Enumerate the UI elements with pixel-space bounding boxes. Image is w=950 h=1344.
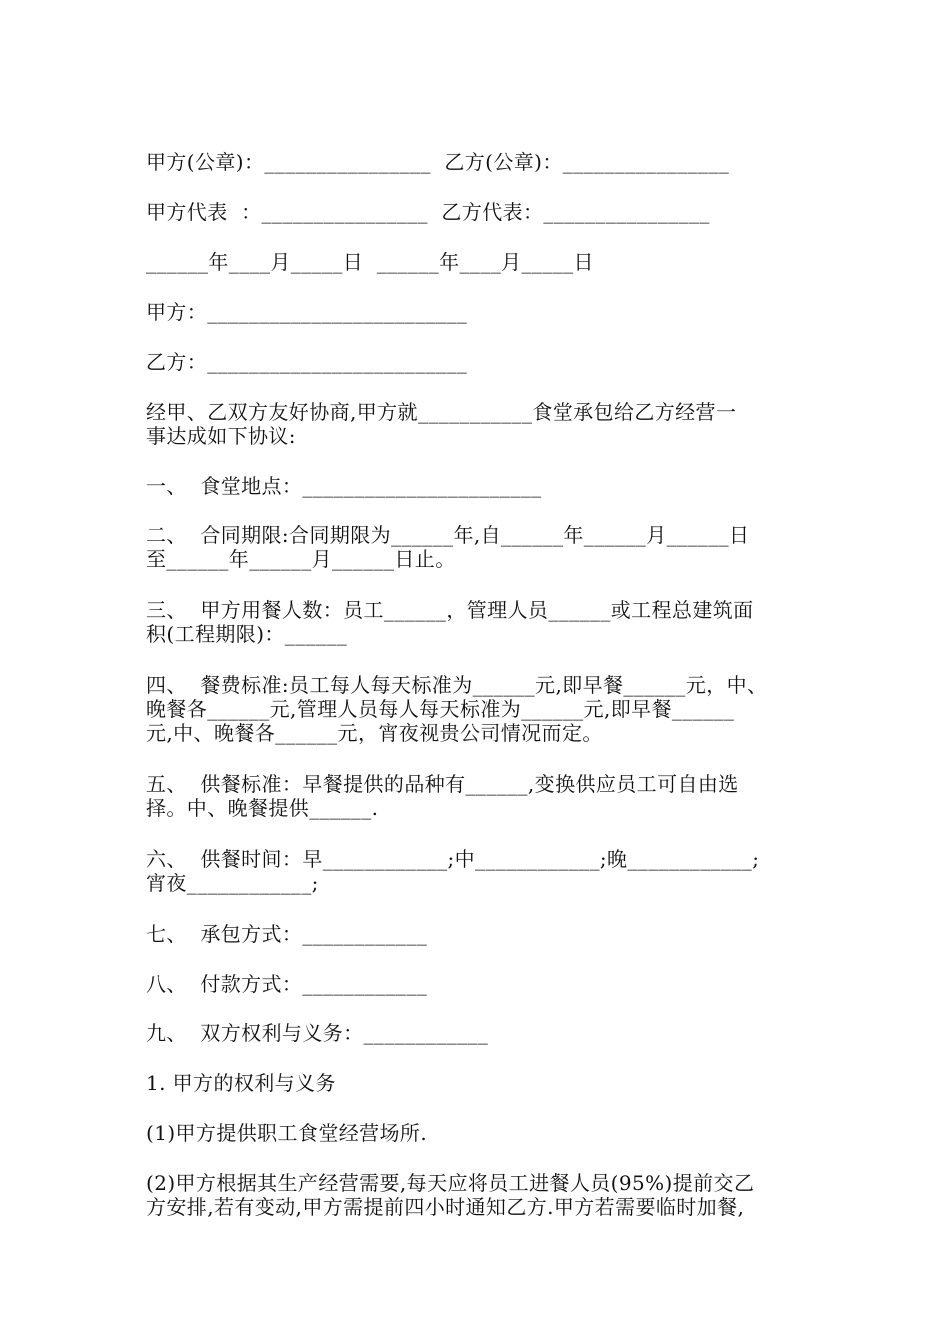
- clause-4-fees-line-3: 元,中、晚餐各______元，宵夜视贵公司情况而定。: [146, 721, 603, 745]
- date-line: ______年____月_____日 ______年____月_____日: [146, 250, 594, 274]
- intro-paragraph-line-2: 事达成如下协议:: [146, 424, 296, 448]
- clause-5-standard-line-1: 五、 供餐标准：早餐提供的品种有______,变换供应员工可自由选: [146, 772, 739, 796]
- party-a-seal-line: 甲方(公章)：________________ 乙方(公章)：________________: [146, 150, 730, 174]
- intro-paragraph-line-1: 经甲、乙双方友好协商,甲方就___________食堂承包给乙方经营一: [146, 400, 737, 424]
- section-1-heading: 1. 甲方的权利与义务: [146, 1071, 336, 1095]
- clause-4-fees-line-1: 四、 餐费标准:员工每人每天标准为______元,即早餐______元，中、: [146, 673, 768, 697]
- clause-8-payment: 八、 付款方式：____________: [146, 972, 428, 996]
- clause-5-standard-line-2: 择。中、晚餐提供______.: [146, 796, 379, 820]
- clause-9-rights: 九、 双方权利与义务：____________: [146, 1021, 489, 1045]
- clause-2-term-line-1: 二、 合同期限:合同期限为______年,自______年______月______日: [146, 523, 750, 547]
- clause-1-location: 一、 食堂地点：_______________________: [146, 474, 542, 498]
- item-2-line-1: (2)甲方根据其生产经营需要,每天应将员工进餐人员(95%)提前交乙: [146, 1171, 755, 1195]
- item-2-line-2: 方安排,若有变动,甲方需提前四小时通知乙方.甲方若需要临时加餐,: [146, 1195, 745, 1219]
- clause-3-diners-line-2: 积(工程期限)：______: [146, 622, 348, 646]
- clause-6-time-line-2: 宵夜____________;: [146, 871, 319, 895]
- party-a-line: 甲方：_________________________: [146, 300, 468, 324]
- clause-4-fees-line-2: 晚餐各______元,管理人员每人每天标准为______元,即早餐______: [146, 697, 735, 721]
- item-1: (1)甲方提供职工食堂经营场所.: [146, 1121, 428, 1145]
- clause-7-contract-mode: 七、 承包方式：____________: [146, 922, 428, 946]
- representative-line: 甲方代表 ：________________ 乙方代表：________________: [146, 200, 710, 224]
- clause-6-time-line-1: 六、 供餐时间：早____________;中____________;晚____________;: [146, 847, 760, 871]
- clause-2-term-line-2: 至______年______月______日止。: [146, 547, 456, 571]
- clause-3-diners-line-1: 三、 甲方用餐人数：员工______，管理人员______或工程总建筑面: [146, 598, 754, 622]
- party-b-line: 乙方：_________________________: [146, 350, 468, 374]
